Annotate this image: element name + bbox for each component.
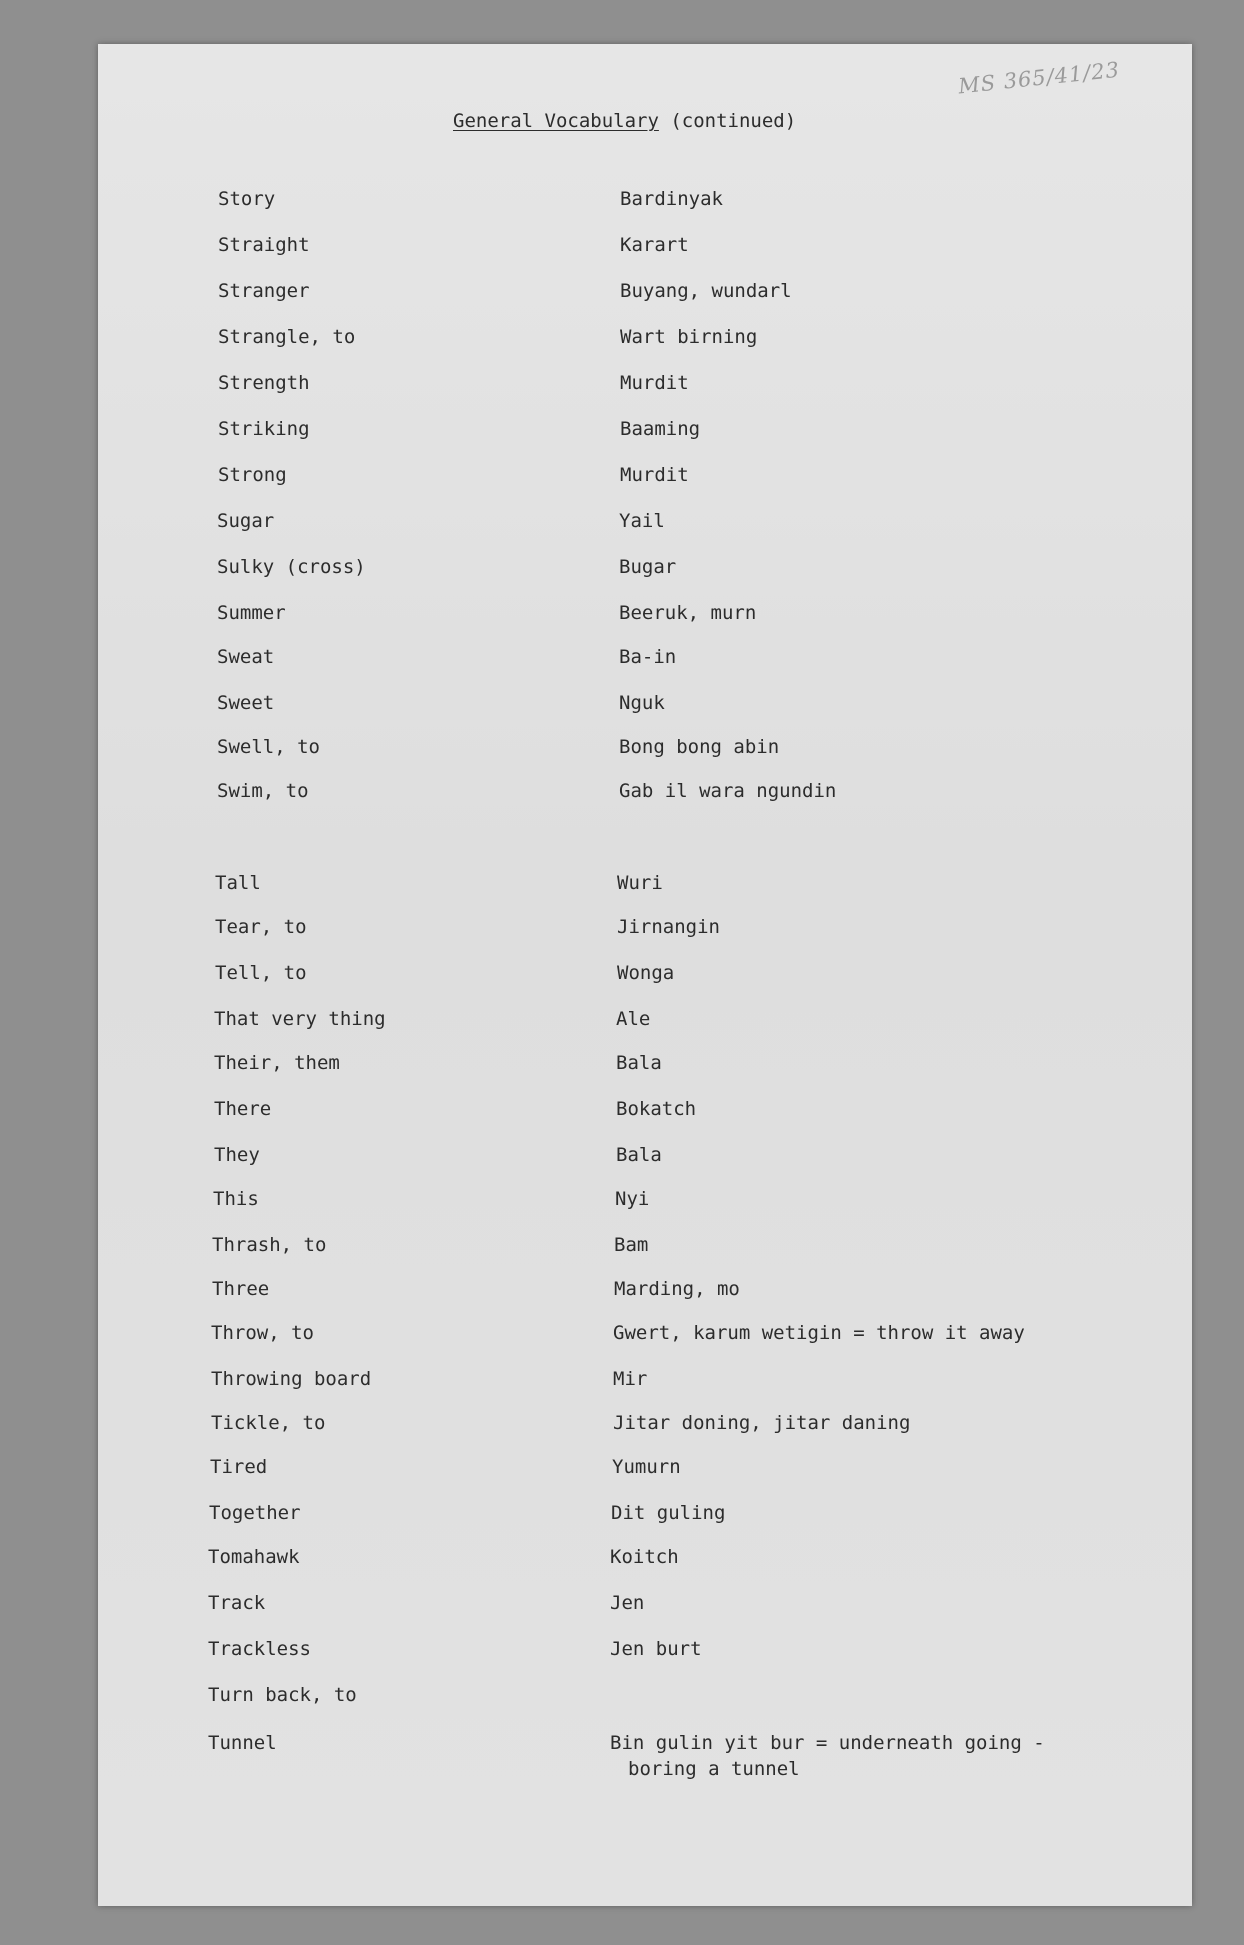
aboriginal-term: Murdit (620, 464, 689, 486)
aboriginal-term-continuation: boring a tunnel (628, 1758, 800, 1780)
vocabulary-entry (88, 1590, 1182, 1620)
english-term: Thrash, to (212, 1234, 327, 1256)
english-term: Turn back, to (208, 1684, 357, 1706)
aboriginal-term: Bala (616, 1144, 662, 1166)
aboriginal-term: Yail (619, 510, 665, 532)
aboriginal-term: Mir (613, 1368, 648, 1390)
english-term: Trackless (208, 1638, 311, 1660)
vocabulary-entry (88, 1682, 1182, 1712)
aboriginal-term: Bugar (619, 556, 677, 578)
english-term: Sulky (cross) (217, 556, 366, 578)
english-term: That very thing (214, 1008, 386, 1030)
vocabulary-entry (88, 1636, 1182, 1666)
aboriginal-term: Baaming (620, 418, 701, 440)
aboriginal-term: Bin gulin yit bur = underneath going - (610, 1732, 1045, 1754)
aboriginal-term: Bala (616, 1052, 662, 1074)
aboriginal-term: Bokatch (616, 1098, 697, 1120)
aboriginal-term: Yumurn (612, 1456, 681, 1478)
aboriginal-term: Dit guling (611, 1502, 726, 1524)
english-term: Throwing board (211, 1368, 372, 1390)
vocabulary-entry (91, 1410, 1185, 1440)
english-term: Together (209, 1502, 301, 1524)
title-text: General Vocabulary (453, 110, 659, 132)
vocabulary-entry (88, 1544, 1182, 1574)
english-term: Three (212, 1278, 270, 1300)
aboriginal-term: Jen burt (610, 1638, 702, 1660)
vocabulary-entry (94, 1142, 1188, 1172)
aboriginal-term: Beeruk, murn (619, 602, 757, 624)
english-term: They (214, 1144, 260, 1166)
vocabulary-entry (93, 1186, 1187, 1216)
aboriginal-term: Marding, mo (614, 1278, 740, 1300)
vocabulary-entry (98, 324, 1192, 354)
aboriginal-term: Wart birning (620, 326, 758, 348)
english-term: Swell, to (217, 736, 320, 758)
vocabulary-entry (98, 232, 1192, 262)
english-term: Tell, to (215, 962, 307, 984)
english-term: Tickle, to (211, 1412, 326, 1434)
english-term: Story (218, 188, 276, 210)
vocabulary-entry (95, 870, 1189, 900)
english-term: Tear, to (215, 916, 307, 938)
vocabulary-entry (91, 1366, 1185, 1396)
english-term: Tall (215, 872, 261, 894)
aboriginal-term: Nyi (615, 1188, 650, 1210)
vocabulary-entry (95, 960, 1189, 990)
vocabulary-entry (98, 278, 1192, 308)
vocabulary-entry (97, 508, 1191, 538)
vocabulary-entry (94, 1006, 1188, 1036)
english-term: Strong (218, 464, 287, 486)
vocabulary-entry (97, 778, 1191, 808)
english-term: Strangle, to (218, 326, 356, 348)
aboriginal-term: Jitar doning, jitar daning (613, 1412, 911, 1434)
aboriginal-term: Bam (614, 1234, 649, 1256)
aboriginal-term: Jen (610, 1592, 645, 1614)
aboriginal-term: Bardinyak (620, 188, 723, 210)
aboriginal-term: Nguk (619, 692, 665, 714)
archive-reference: MS 365/41/23 (957, 57, 1122, 99)
vocabulary-entry (89, 1500, 1183, 1530)
aboriginal-term: Jirnangin (617, 916, 720, 938)
english-term: Strength (218, 372, 310, 394)
vocabulary-entry (97, 690, 1191, 720)
english-term: Track (208, 1592, 266, 1614)
english-term: Striking (218, 418, 310, 440)
aboriginal-term: Bong bong abin (619, 736, 780, 758)
english-term: Straight (218, 234, 310, 256)
vocabulary-entry (97, 644, 1191, 674)
aboriginal-term: Ba-in (619, 646, 677, 668)
english-term: Tomahawk (208, 1546, 300, 1568)
vocabulary-entry (94, 1096, 1188, 1126)
english-term: Sugar (217, 510, 275, 532)
vocabulary-entry (97, 600, 1191, 630)
english-term: Sweat (217, 646, 275, 668)
vocabulary-entry (98, 370, 1192, 400)
aboriginal-term: Wuri (617, 872, 663, 894)
english-term: Summer (217, 602, 286, 624)
english-term: Throw, to (211, 1322, 314, 1344)
vocabulary-entry (98, 186, 1192, 216)
vocabulary-entry (94, 1050, 1188, 1080)
english-term: Tunnel (208, 1732, 277, 1754)
vocabulary-entry (90, 1454, 1184, 1484)
vocabulary-entry (95, 914, 1189, 944)
aboriginal-term: Murdit (620, 372, 689, 394)
aboriginal-term: Koitch (610, 1546, 679, 1568)
vocabulary-entry (92, 1276, 1186, 1306)
vocabulary-entry (91, 1320, 1185, 1350)
english-term: Sweet (217, 692, 275, 714)
vocabulary-entry (88, 1730, 1182, 1780)
title-suffix: (continued) (670, 110, 797, 132)
english-term: This (213, 1188, 259, 1210)
english-term: Tired (210, 1456, 268, 1478)
vocabulary-entry (92, 1232, 1186, 1262)
vocabulary-entry (97, 554, 1191, 584)
page-title (453, 110, 796, 132)
english-term: There (214, 1098, 272, 1120)
vocabulary-entry (97, 734, 1191, 764)
aboriginal-term: Buyang, wundarl (620, 280, 792, 302)
vocabulary-entry (98, 462, 1192, 492)
english-term: Stranger (218, 280, 310, 302)
aboriginal-term: Wonga (617, 962, 675, 984)
english-term: Swim, to (217, 780, 309, 802)
aboriginal-term: Karart (620, 234, 689, 256)
aboriginal-term: Ale (616, 1008, 651, 1030)
vocabulary-entry (98, 416, 1192, 446)
document-page (98, 44, 1192, 1906)
aboriginal-term: Gab il wara ngundin (619, 780, 837, 802)
aboriginal-term: Gwert, karum wetigin = throw it away (613, 1322, 1025, 1344)
english-term: Their, them (214, 1052, 340, 1074)
